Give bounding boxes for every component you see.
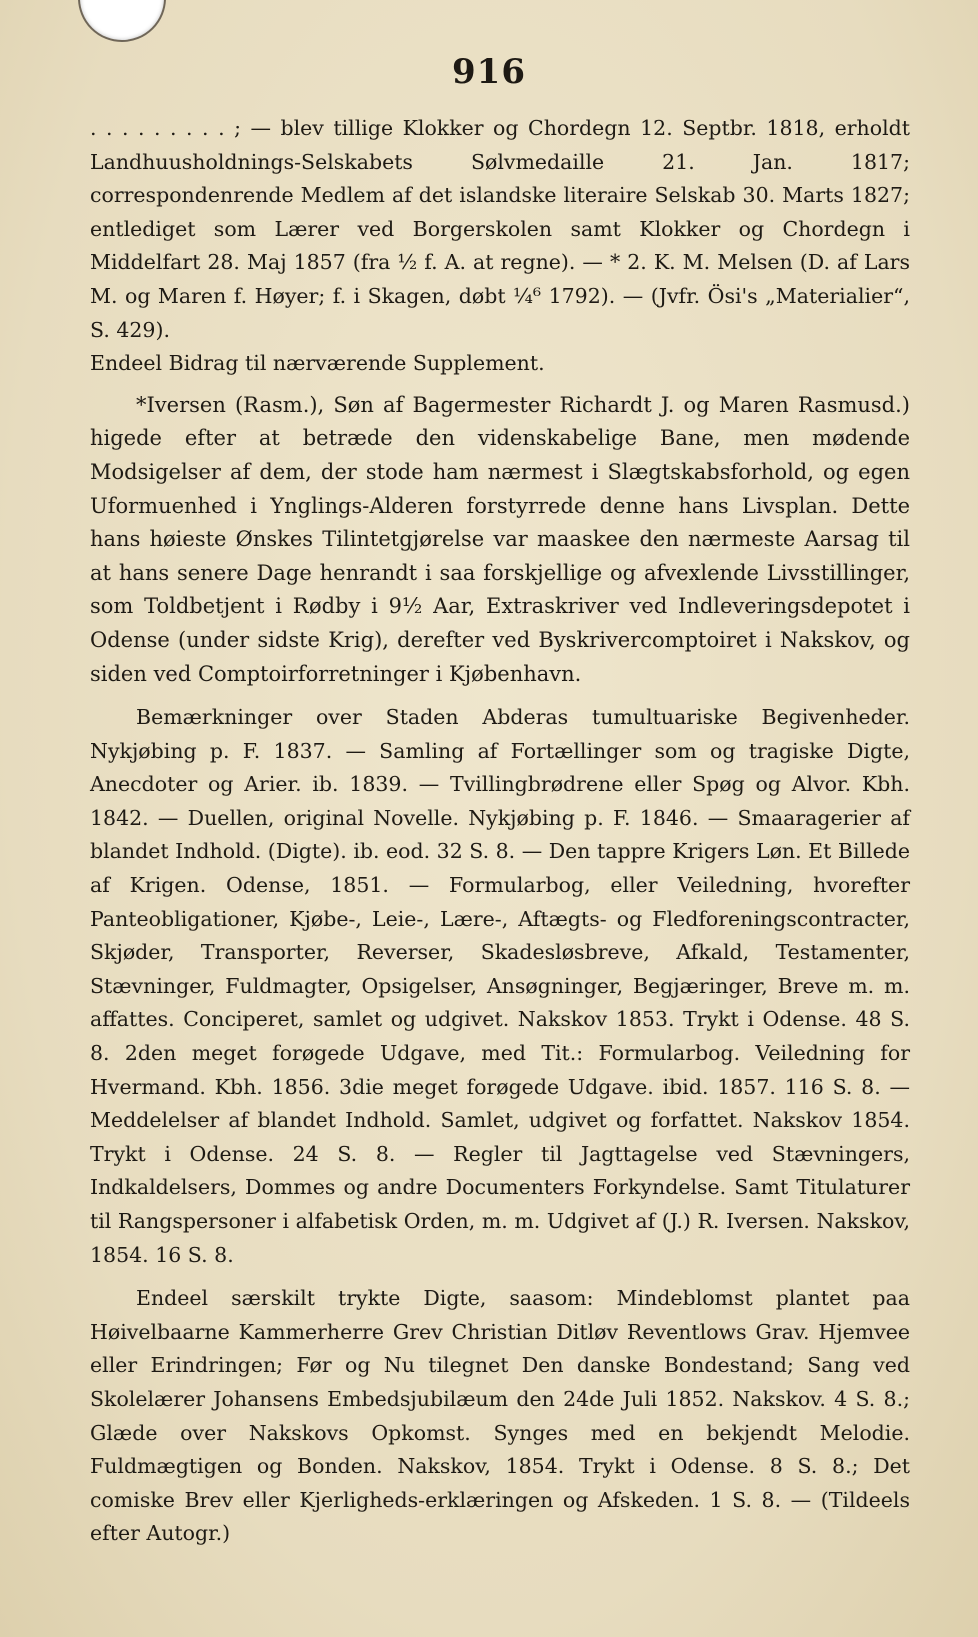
- paragraph-entry-iversen: *Iversen (Rasm.), Søn af Bagermester Richardt J. og Maren Rasmusd.) higede efter at betræde den videnskabelige Bane, men mødende Modsigelser af dem, der stode ham nærmest i Slægtskabsforhold, og egen Uformuenhed i Ynglings-Alderen forstyrrede denne hans Livsplan. Dette hans høieste Ønskes Tilintetgjørelse var maaskee den nærmeste Aarsag til at hans senere Dage henrandt i saa forskjellige og afvexlende Livsstillinger, som Toldbetjent i Rødby i 9½ Aar, Extraskriver ved Indleveringsdepotet i Odense (under sidste Krig), derefter ved Byskrivercomptoiret i Nakskov, og siden ved Comptoirforretninger i Kjøbenhavn.: [90, 392, 910, 686]
- punched-hole: [78, 0, 166, 42]
- paragraph-poems: Endeel særskilt trykte Digte, saasom: Mindeblomst plantet paa Høivelbaarne Kammerherre Grev Christian Ditløv Reventlows Grav. Hjemvee eller Erindringen; Før og Nu tilegnet Den danske Bondestand; Sang ved Skolelærer Johansens Embedsjubilæum den 24de Juli 1852. Nakskov. 4 S. 8.; Glæde over Nakskovs Opkomst. Synges med en bekjendt Melodie. Fuldmægtigen og Bonden. Nakskov, 1854. Trykt i Odense. 8 S. 8.; Det comiske Brev eller Kjerligheds-erklæringen og Afskeden. 1 S. 8. — (Tildeels efter Autogr.): [90, 1286, 910, 1546]
- page-text-body: [90, 112, 910, 1551]
- page-number: 916: [452, 52, 526, 92]
- paragraph-bibliography: Bemærkninger over Staden Abderas tumultuariske Begivenheder. Nykjøbing p. F. 1837. — Samling af Fortællinger som og tragiske Digte, Anecdoter og Arier. ib. 1839. — Tvillingbrødrene eller Spøg og Alvor. Kbh. 1842. — Duellen, original Novelle. Nykjøbing p. F. 1846. — Smaaragerier af blandet Indhold. (Digte). ib. eod. 32 S. 8. — Den tappre Krigers Løn. Et Billede af Krigen. Odense, 1851. — Formularbog, eller Veiledning, hvorefter Panteobligationer, Kjøbe-, Leie-, Lære-, Aftægts- og Fledforeningscontracter, Skjøder, Transporter, Reverser, Skadesløsbreve, Afkald, Testamenter, Stævninger, Fuldmagter, Opsigelser, Ansøgninger, Begjæringer, Breve m. m. affattes. Conciperet, samlet og udgivet. Nakskov 1853. Trykt i Odense. 48 S. 8. 2den meget forøgede Udgave, med Tit.: Formularbog. Veiledning for Hvermand. Kbh. 1856. 3die meget forøgede Udgave. ibid. 1857. 116 S. 8. — Meddelelser af blandet Indhold. Samlet, udgivet og forfattet. Nakskov 1854. Trykt i Odense. 24 S. 8. — Regler til Jagttagelse ved Stævningers, Indkaldelsers, Dommes og andre Documenters Forkyndelse. Samt Titulaturer til Rangspersoner i alfabetisk Orden, m. m. Udgivet af (J.) R. Iversen. Nakskov, 1854. 16 S. 8.: [90, 705, 910, 1267]
- paragraph-contribution-note: Endeel Bidrag til nærværende Supplement.: [90, 351, 545, 376]
- paragraph-continuation: . . . . . . . . . ; — blev tillige Klokker og Chordegn 12. Septbr. 1818, erholdt Landhuusholdnings-Selskabets Sølvmedaille 21. Jan. 1817; correspondenrende Medlem af det islandske literaire Selskab 30. Marts 1827; entlediget som Lærer ved Borgerskolen samt Klokker og Chordegn i Middelfart 28. Maj 1857 (fra ½ f. A. at regne). — * 2. K. M. Melsen (D. af Lars M. og Maren f. Høyer; f. i Skagen, døbt ¼⁶ 1792). — (Jvfr. Ösi's „Materialier“, S. 429).: [90, 116, 910, 342]
